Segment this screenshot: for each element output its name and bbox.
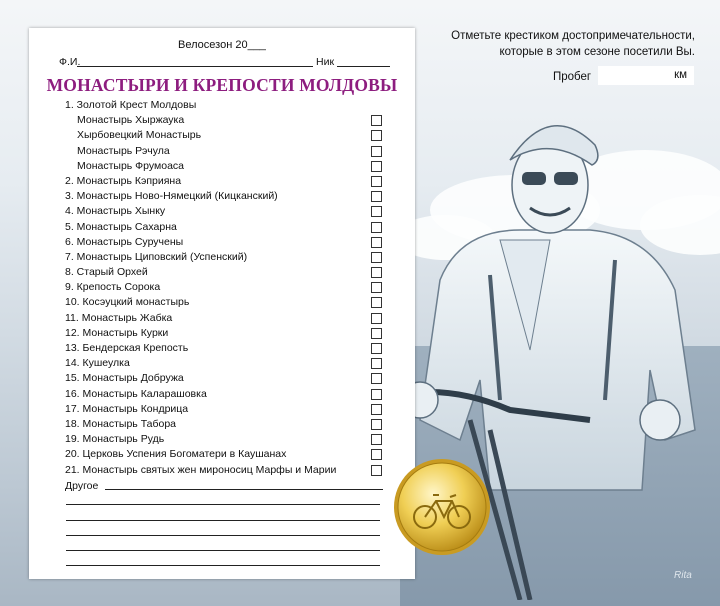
visit-checkbox[interactable]	[371, 465, 382, 476]
list-item	[65, 372, 385, 387]
list-item	[65, 418, 385, 433]
place-label: 15. Монастырь Добружа	[65, 372, 184, 385]
fio-label: Ф.И.	[59, 56, 81, 68]
place-label: 5. Монастырь Сахарна	[65, 220, 177, 233]
gold-bicycle-seal-icon	[392, 457, 492, 557]
place-label: 21. Монастырь святых жен мироносиц Марфы и Марии	[65, 463, 337, 476]
place-label: 7. Монастырь Циповский (Успенский)	[65, 250, 248, 263]
nik-label: Ник	[316, 56, 335, 68]
signature: Rita	[674, 570, 692, 581]
visit-checkbox[interactable]	[371, 130, 382, 141]
km-unit: км	[674, 69, 687, 81]
write-line[interactable]	[66, 535, 380, 536]
write-line[interactable]	[66, 550, 380, 551]
list-item	[65, 448, 385, 463]
write-line[interactable]	[66, 565, 380, 566]
list-item	[65, 190, 385, 205]
nik-field[interactable]	[337, 66, 390, 67]
list-item	[65, 266, 385, 281]
list-item	[65, 357, 385, 372]
list-item	[65, 327, 385, 342]
place-label: 4. Монастырь Хынку	[65, 205, 166, 218]
visit-checkbox[interactable]	[371, 419, 382, 430]
places-list	[65, 99, 385, 479]
visit-checkbox[interactable]	[371, 222, 382, 233]
list-item	[65, 296, 385, 311]
list-item	[65, 129, 385, 144]
probeg-field[interactable]	[598, 66, 694, 85]
visit-checkbox[interactable]	[371, 282, 382, 293]
instructions-text: Отметьте крестиком достопримечательности, которые в этом сезоне посетили Вы.	[451, 30, 695, 58]
visit-checkbox[interactable]	[371, 252, 382, 263]
visit-checkbox[interactable]	[371, 115, 382, 126]
list-item	[65, 312, 385, 327]
visit-checkbox[interactable]	[371, 389, 382, 400]
place-label: 2. Монастырь Кэприяна	[65, 174, 182, 187]
visit-checkbox[interactable]	[371, 358, 382, 369]
list-item	[65, 251, 385, 266]
list-item	[65, 433, 385, 448]
visit-checkbox[interactable]	[371, 343, 382, 354]
place-label: 18. Монастырь Табора	[65, 417, 177, 430]
list-item	[65, 205, 385, 220]
list-item	[65, 175, 385, 190]
place-label: 6. Монастырь Суручены	[65, 235, 184, 248]
place-label: 12. Монастырь Курки	[65, 326, 169, 339]
place-label: Монастырь Фрумоаса	[77, 159, 184, 172]
place-label: 13. Бендерская Крепость	[65, 342, 189, 354]
place-label: Монастырь Хыржаука	[77, 114, 185, 127]
place-label: 16. Монастырь Каларашовка	[65, 387, 207, 400]
list-item	[65, 114, 385, 129]
visit-checkbox[interactable]	[371, 191, 382, 202]
place-label: 14. Кушеулка	[65, 357, 130, 370]
other-label: Другое	[65, 480, 99, 492]
place-label: 9. Крепость Сорока	[65, 281, 161, 294]
place-label: Хырбовецкий Монастырь	[77, 129, 202, 142]
visit-checkbox[interactable]	[371, 206, 382, 217]
list-item	[65, 403, 385, 418]
write-line[interactable]	[66, 520, 380, 521]
list-item	[65, 221, 385, 236]
list-item	[65, 342, 385, 357]
list-item	[65, 236, 385, 251]
name-row	[59, 56, 389, 70]
visit-checkbox[interactable]	[371, 237, 382, 248]
place-label: 17. Монастырь Кондрица	[65, 402, 189, 415]
place-label: 3. Монастырь Ново-Нямецкий (Кицканский)	[65, 190, 278, 203]
place-label: 11. Монастырь Жабка	[65, 311, 173, 324]
list-item	[65, 281, 385, 296]
probeg-label: Пробег	[553, 71, 592, 83]
place-label: 8. Старый Орхей	[65, 266, 148, 279]
visit-checkbox[interactable]	[371, 328, 382, 339]
list-item	[65, 145, 385, 160]
visit-checkbox[interactable]	[371, 267, 382, 278]
visit-checkbox[interactable]	[371, 373, 382, 384]
list-item	[65, 160, 385, 175]
season-label: Велосезон 20___	[178, 39, 266, 51]
fio-field[interactable]	[77, 66, 313, 67]
place-label: 10. Косэуцкий монастырь	[65, 296, 190, 309]
place-label: 1. Золотой Крест Молдовы	[65, 99, 197, 111]
visit-checkbox[interactable]	[371, 404, 382, 415]
sheet-title: МОНАСТЫРИ И КРЕПОСТИ МОЛДОВЫ	[46, 75, 398, 95]
list-item	[65, 388, 385, 403]
other-row	[65, 480, 383, 492]
list-item	[65, 99, 385, 114]
visit-checkbox[interactable]	[371, 161, 382, 172]
visit-checkbox[interactable]	[371, 297, 382, 308]
place-label: 19. Монастырь Рудь	[65, 433, 165, 446]
checklist-sheet	[29, 28, 415, 579]
visit-checkbox[interactable]	[371, 449, 382, 460]
visit-checkbox[interactable]	[371, 176, 382, 187]
visit-checkbox[interactable]	[371, 434, 382, 445]
place-label: 20. Церковь Успения Богоматери в Каушанах	[65, 448, 287, 461]
other-field[interactable]	[105, 489, 383, 490]
list-item	[65, 464, 385, 479]
write-line[interactable]	[66, 504, 380, 505]
place-label: Монастырь Рэчула	[77, 144, 170, 157]
visit-checkbox[interactable]	[371, 313, 382, 324]
visit-checkbox[interactable]	[371, 146, 382, 157]
